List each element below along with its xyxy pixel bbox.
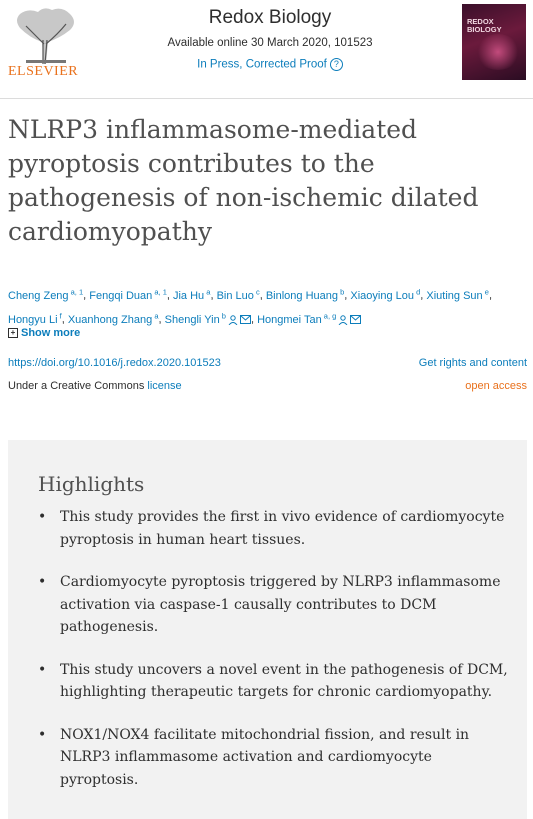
doi-link[interactable]: https://doi.org/10.1016/j.redox.2020.101523: [8, 357, 221, 369]
highlight-item: [38, 659, 508, 704]
author-link[interactable]: [216, 287, 260, 302]
author-affiliation[interactable]: a: [152, 311, 159, 321]
journal-cover-image[interactable]: [462, 4, 526, 80]
author-name[interactable]: Binlong Huang: [265, 289, 339, 302]
author-affiliation[interactable]: b: [338, 287, 345, 296]
show-more-button[interactable]: [8, 327, 80, 339]
envelope-icon[interactable]: [350, 315, 361, 324]
journal-title[interactable]: Redox Biology: [208, 7, 332, 28]
cover-title: REDOX BIOLOGY: [467, 17, 502, 34]
author-name[interactable]: Xiuting Sun: [426, 289, 483, 302]
author-affiliation[interactable]: a: [204, 287, 211, 296]
author-separator: ,: [166, 289, 173, 302]
author-affiliation[interactable]: c: [253, 287, 260, 296]
author-name[interactable]: Xuanhong Zhang: [67, 313, 153, 326]
author-affiliation[interactable]: a, 1: [152, 287, 167, 296]
author-separator: ,: [158, 313, 165, 326]
author-name[interactable]: Shengli Yin: [164, 313, 220, 326]
highlight-item: [38, 571, 508, 639]
author-link[interactable]: [8, 287, 84, 302]
author-affiliation[interactable]: d: [414, 287, 421, 296]
author-separator: ,: [250, 313, 258, 326]
author-affiliation[interactable]: b: [219, 311, 226, 321]
bullet-icon: •: [38, 574, 47, 590]
author-separator: ,: [259, 289, 266, 302]
expand-plus-icon[interactable]: +: [8, 328, 18, 338]
author-separator: ,: [488, 289, 492, 302]
author-separator: ,: [420, 289, 427, 302]
article-status[interactable]: [140, 58, 400, 71]
author-link[interactable]: [257, 311, 361, 326]
highlight-item: [38, 506, 508, 551]
bullet-icon: •: [38, 726, 47, 743]
author-name[interactable]: Xiaoying Lou: [350, 289, 415, 302]
author-affiliation[interactable]: e: [482, 287, 489, 296]
article-status-label[interactable]: In Press, Corrected Proof: [197, 58, 327, 71]
author-link[interactable]: [89, 287, 167, 302]
author-link[interactable]: [67, 311, 159, 326]
author-affiliation[interactable]: a, 1: [68, 287, 84, 296]
author-name[interactable]: Hongmei Tan: [257, 313, 322, 326]
author-list: [8, 282, 528, 330]
author-link[interactable]: [350, 287, 421, 302]
highlights-section: [8, 440, 527, 819]
publisher-name[interactable]: ELSEVIER: [8, 64, 79, 79]
author-name[interactable]: Fengqi Duan: [89, 289, 153, 302]
bullet-icon: •: [38, 661, 47, 678]
cover-art: [476, 34, 520, 70]
highlight-text: NOX1/NOX4 facilitate mitochondrial fission, and result in NLRP3 inflammasome activation and cardiomyocyte pyroptosis.: [60, 726, 470, 788]
availability-date: Available online 30 March 2020, 101523: [167, 37, 373, 49]
highlight-item: [38, 724, 508, 792]
author-link[interactable]: [172, 287, 211, 302]
rights-link[interactable]: Get rights and content: [418, 357, 527, 369]
author-name[interactable]: Jia Hu: [172, 289, 205, 302]
envelope-icon[interactable]: [240, 315, 251, 324]
author-separator: ,: [344, 289, 351, 302]
author-link[interactable]: [8, 311, 62, 326]
highlight-text: This study provides the first in vivo evidence of cardiomyocyte pyroptosis in human heart tissues.: [60, 509, 505, 548]
author-affiliation[interactable]: a, g: [321, 311, 337, 321]
author-link[interactable]: [164, 311, 251, 326]
open-access-badge: open access: [465, 380, 527, 392]
license-link[interactable]: license: [147, 380, 182, 392]
author-name[interactable]: Hongyu Li: [8, 313, 58, 326]
article-header: [0, 0, 533, 99]
help-icon[interactable]: ?: [330, 58, 343, 71]
person-icon[interactable]: [338, 315, 348, 325]
highlight-text: Cardiomyocyte pyroptosis triggered by NLRP3 inflammasome activation via caspase-1 causally contributes to DCM pathogenesis.: [60, 574, 501, 635]
highlights-heading: Highlights: [38, 472, 145, 496]
show-more-label[interactable]: Show more: [21, 327, 81, 339]
author-separator: ,: [61, 313, 68, 326]
highlight-text: This study uncovers a novel event in the pathogenesis of DCM, highlighting therapeutic targets for chronic cardiomyopathy.: [60, 661, 508, 700]
author-separator: ,: [83, 289, 90, 302]
author-separator: ,: [210, 289, 217, 302]
highlights-list: [38, 506, 508, 811]
license-prefix: Under a Creative Commons: [8, 380, 148, 392]
author-name[interactable]: Cheng Zeng: [8, 289, 69, 302]
article-title: NLRP3 inflammasome-mediated pyroptosis contributes to the pathogenesis of non-ischemic dilated cardiomyopathy: [8, 115, 479, 246]
person-icon[interactable]: [228, 315, 238, 325]
author-affiliation[interactable]: f: [57, 311, 62, 321]
author-link[interactable]: [265, 287, 345, 302]
bullet-icon: •: [38, 509, 47, 525]
author-name[interactable]: Bin Luo: [216, 289, 254, 302]
license-line: [8, 380, 182, 392]
author-link[interactable]: [426, 287, 489, 302]
